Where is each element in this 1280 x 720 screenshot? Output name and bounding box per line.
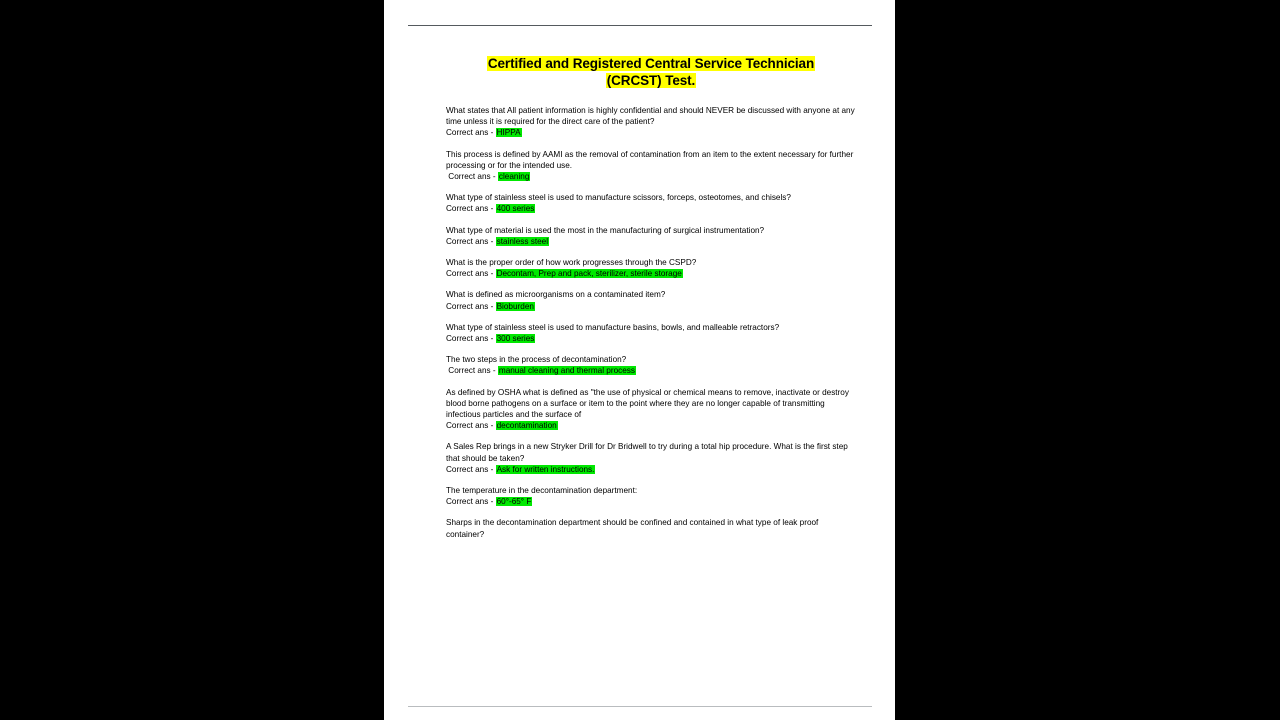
question-text: What type of material is used the most in the manufacturing of surgical instrumentation?: [446, 225, 765, 235]
qa-block: [446, 354, 856, 376]
answer-label: Correct ans -: [446, 204, 496, 214]
answer-label: Correct ans -: [446, 236, 496, 246]
answer-value: Bioburden: [496, 301, 534, 311]
question-text: What is the proper order of how work progresses through the CSPD?: [446, 258, 697, 268]
answer-line: [446, 496, 856, 507]
qa-block: [446, 517, 856, 539]
answer-value: decontamination: [496, 421, 557, 431]
answer-line: [446, 236, 856, 247]
answer-line: [446, 301, 856, 312]
answer-line: [446, 127, 856, 138]
answer-value: 60°-65° F: [496, 497, 532, 507]
question-text: What states that All patient information is highly confidential and should NEVER be discussed with anyone at any time unless it is required for the direct care of the patient?: [446, 106, 857, 127]
answer-line: [446, 420, 856, 431]
document-title-line-2: (CRCST) Test.: [606, 73, 696, 88]
answer-value: Ask for written instructions.: [496, 464, 595, 474]
answer-label: Correct ans -: [446, 366, 498, 376]
answer-line: [446, 333, 856, 344]
header-divider-rule: [408, 25, 872, 26]
question-text: The two steps in the process of decontamination?: [446, 355, 627, 365]
document-title-line-1: Certified and Registered Central Service Technician: [487, 56, 815, 71]
answer-label: Correct ans -: [446, 334, 496, 344]
answer-line: [446, 365, 856, 376]
answer-value: stainless steel: [496, 236, 549, 246]
qa-block: [446, 387, 856, 432]
qa-block: [446, 289, 856, 311]
question-text: Sharps in the decontamination department should be confined and contained in what type of leak proof container?: [446, 518, 821, 539]
qa-block: [446, 149, 856, 183]
qa-block: [446, 257, 856, 279]
answer-label: Correct ans -: [446, 172, 498, 182]
answer-label: Correct ans -: [446, 497, 496, 507]
qa-block: [446, 485, 856, 507]
footer-divider-rule: [408, 706, 872, 707]
question-text: A Sales Rep brings in a new Stryker Drill for Dr Bridwell to try during a total hip procedure. What is the first step that should be taken?: [446, 442, 851, 463]
qa-block: [446, 322, 856, 344]
answer-value: 400 series: [496, 204, 535, 214]
document-page: [384, 0, 895, 720]
question-text: As defined by OSHA what is defined as "the use of physical or chemical means to remove, inactivate or destroy blood borne pathogens on a surface or item to the point where they are no longer capable of transmitting infectious particles and the surface of: [446, 387, 852, 420]
answer-line: [446, 268, 856, 279]
answer-line: [446, 171, 856, 182]
answer-value: HIPPA: [496, 128, 521, 138]
qa-block: [446, 192, 856, 214]
document-content: [446, 55, 856, 550]
answer-label: Correct ans -: [446, 464, 496, 474]
qa-block: [446, 105, 856, 139]
question-text: This process is defined by AAMI as the removal of contamination from an item to the extent necessary for further processing or for the intended use.: [446, 149, 856, 170]
document-title: [446, 55, 856, 89]
qa-block: [446, 225, 856, 247]
answer-value: 300 series: [496, 334, 535, 344]
answer-value: manual cleaning and thermal process: [498, 366, 635, 376]
answer-line: [446, 464, 856, 475]
question-text: What is defined as microorganisms on a contaminated item?: [446, 290, 666, 300]
question-text: What type of stainless steel is used to manufacture scissors, forceps, osteotomes, and chisels?: [446, 193, 791, 203]
answer-line: [446, 203, 856, 214]
question-text: What type of stainless steel is used to manufacture basins, bowls, and malleable retractors?: [446, 322, 780, 332]
answer-label: Correct ans -: [446, 269, 496, 279]
qa-block: [446, 441, 856, 475]
answer-value: cleaning: [498, 172, 530, 182]
answer-label: Correct ans -: [446, 421, 496, 431]
answer-value: Decontam, Prep and pack, sterilizer, sterile storage: [496, 269, 682, 279]
answer-label: Correct ans -: [446, 301, 496, 311]
question-text: The temperature in the decontamination department:: [446, 486, 638, 496]
answer-label: Correct ans -: [446, 128, 496, 138]
